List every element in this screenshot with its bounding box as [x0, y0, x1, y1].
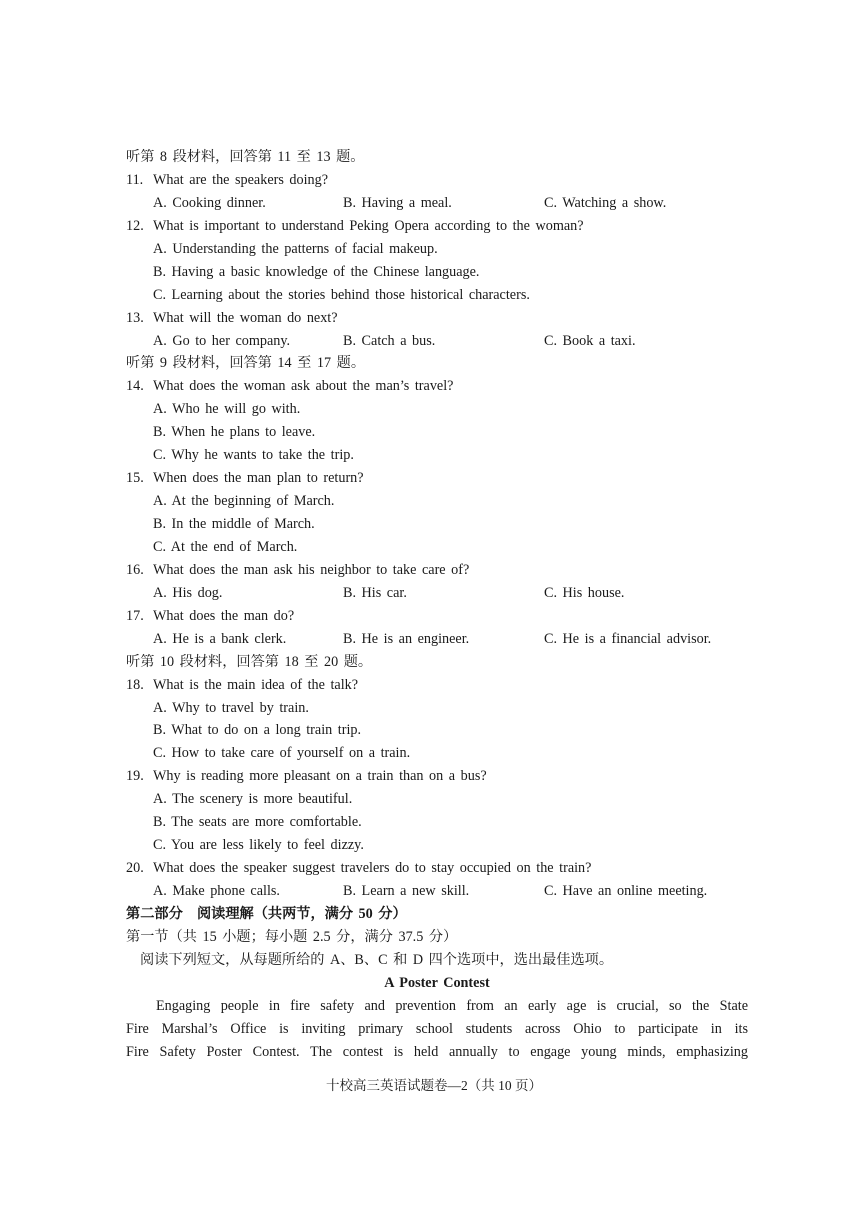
option-c: C. He is a financial advisor.	[544, 630, 712, 647]
question-text: What does the speaker suggest travelers do to stay occupied on the train?	[153, 860, 592, 877]
question-20	[126, 857, 748, 880]
part10-header: 听第 10 段材料，回答第 18 至 20 题。	[126, 653, 373, 670]
exam-page	[126, 146, 748, 1064]
question-number: 11.	[126, 171, 144, 188]
question-text: What is the main idea of the talk?	[153, 676, 359, 693]
option-b: B. Catch a bus.	[343, 332, 436, 349]
reading-instructions: 阅读下列短文，从每题所给的 A、B、C 和 D 四个选项中，选出最佳选项。	[140, 951, 614, 968]
option-c: C. Why he wants to take the trip.	[153, 447, 354, 464]
question-number: 19.	[126, 768, 144, 785]
passage-line: Fire Safety Poster Contest. The contest is held annually to engage young minds, emphasizing	[126, 1043, 748, 1060]
page-footer: 十校高三英语试题卷—2（共 10 页）	[326, 1078, 542, 1093]
option-c: C. His house.	[544, 584, 625, 601]
question-text: What will the woman do next?	[153, 309, 338, 326]
option-c: C. You are less likely to feel dizzy.	[153, 837, 364, 854]
question-13-options	[126, 330, 748, 353]
question-20-options	[126, 880, 748, 903]
passage-line: Fire Marshal’s Office is inviting primary school students across Ohio to participate in its	[126, 1020, 748, 1037]
question-number: 14.	[126, 378, 144, 395]
question-19	[126, 765, 748, 788]
part9-header: 听第 9 段材料，回答第 14 至 17 题。	[126, 355, 366, 372]
question-text: Why is reading more pleasant on a train than on a bus?	[153, 768, 487, 785]
option-a: A. The scenery is more beautiful.	[153, 791, 353, 808]
part2-title: 第二部分 阅读理解（共两节，满分 50 分）	[126, 905, 407, 922]
question-17-options	[126, 628, 748, 651]
option-b: B. He is an engineer.	[343, 630, 470, 647]
option-c: C. Book a taxi.	[544, 332, 636, 349]
option-a: A. Make phone calls.	[153, 883, 280, 899]
option-a: A. Cooking dinner.	[153, 194, 266, 211]
question-11	[126, 169, 748, 192]
option-b: B. What to do on a long train trip.	[153, 722, 362, 739]
question-18	[126, 674, 748, 697]
question-16-options	[126, 582, 748, 605]
question-text: What does the woman ask about the man’s travel?	[153, 378, 454, 395]
option-a: A. Go to her company.	[153, 332, 291, 349]
passage-title: A Poster Contest	[384, 974, 490, 991]
question-text: What are the speakers doing?	[153, 171, 329, 188]
option-a: A. At the beginning of March.	[153, 493, 335, 510]
passage-line: Engaging people in fire safety and prevention from an early age is crucial, so the State	[156, 997, 748, 1014]
option-b: B. Having a meal.	[343, 194, 452, 211]
option-b: B. Having a basic knowledge of the Chinese language.	[153, 263, 480, 280]
option-b: B. His car.	[343, 584, 407, 601]
option-c: C. Have an online meeting.	[544, 883, 708, 899]
option-b: B. When he plans to leave.	[153, 424, 316, 441]
question-17	[126, 605, 748, 628]
question-number: 13.	[126, 309, 144, 326]
question-number: 20.	[126, 860, 144, 877]
question-text: When does the man plan to return?	[153, 470, 364, 487]
option-c: C. Learning about the stories behind those historical characters.	[153, 286, 530, 303]
question-11-options	[126, 192, 748, 215]
question-number: 16.	[126, 561, 144, 578]
question-number: 12.	[126, 217, 144, 234]
option-a: A. Who he will go with.	[153, 401, 301, 418]
question-14	[126, 375, 748, 398]
option-a: A. Understanding the patterns of facial makeup.	[153, 240, 438, 257]
option-c: C. Watching a show.	[544, 194, 667, 211]
option-a: A. He is a bank clerk.	[153, 630, 287, 647]
option-b: B. In the middle of March.	[153, 516, 315, 532]
question-number: 17.	[126, 607, 144, 624]
question-number: 15.	[126, 470, 144, 487]
option-a: A. His dog.	[153, 584, 223, 601]
question-13	[126, 307, 748, 330]
option-b: B. Learn a new skill.	[343, 883, 470, 899]
option-a: A. Why to travel by train.	[153, 699, 309, 716]
question-15	[126, 467, 748, 490]
question-16	[126, 559, 748, 582]
question-text: What does the man do?	[153, 607, 295, 624]
option-c: C. At the end of March.	[153, 538, 298, 555]
part8-header: 听第 8 段材料，回答第 11 至 13 题。	[126, 149, 365, 165]
option-b: B. The seats are more comfortable.	[153, 814, 362, 831]
question-text: What does the man ask his neighbor to take care of?	[153, 561, 470, 578]
question-number: 18.	[126, 676, 144, 693]
option-c: C. How to take care of yourself on a train.	[153, 745, 411, 762]
question-12	[126, 215, 748, 238]
question-text: What is important to understand Peking Opera according to the woman?	[153, 217, 584, 234]
section1-title: 第一节（共 15 小题；每小题 2.5 分，满分 37.5 分）	[126, 928, 458, 945]
